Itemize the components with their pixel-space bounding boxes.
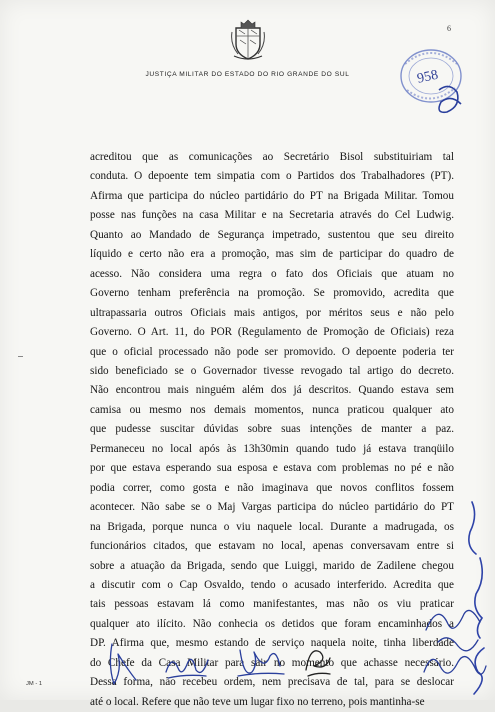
text-line: sobre a atuação da Brigada, sendo que Luiggi, marido de Zadilene chegou: [90, 559, 454, 572]
text-line: qualquer ato ilícito. Não conhecia os detidos que foram encaminhados a: [90, 617, 454, 630]
text-line: Quanto ao Mandado de Segurança impetrado, sustentou que seu direito: [90, 228, 454, 241]
text-line: sido beneficiado se o Governador tivesse revogado tal artigo do decreto.: [90, 364, 454, 377]
text-line: Permaneceu no local após às 13h30min quando tudo já estava tranqüilo: [90, 442, 454, 455]
text-line: a discutir com o Cap Osvaldo, tendo o acusado interferido. Acredita que: [90, 578, 454, 591]
text-line: acreditou que as comunicações ao Secretário Bisol substituiriam tal: [90, 151, 454, 163]
testimony-text: [90, 148, 454, 712]
text-line: Não encontrou mais ninguém além dos já descritos. Quando estava sem: [90, 384, 454, 397]
text-line: Governo tenham preferência na promoção. Se promovido, acredita que: [90, 287, 454, 300]
text-line: camisa ou mesmo nos demais momentos, nunca praticou qualquer ato: [90, 403, 454, 416]
signature-4: [300, 640, 334, 680]
text-line: funcionários citados, que estavam no local, apenas conversavam entre si: [90, 540, 454, 553]
signature-1: [106, 640, 142, 688]
institution-header: JUSTIÇA MILITAR DO ESTADO DO RIO GRANDE DO SUL: [145, 71, 350, 78]
text-line: líquido e certo não era a promoção, mas sim de participar do quadro de: [90, 248, 454, 261]
text-line: até o local. Refere que não teve um lugar fixo no terreno, pois mantinha-se: [90, 695, 425, 708]
signature-3: [234, 642, 286, 682]
text-line: acesso. Não considera uma regra o fato dos Oficiais que atuam no: [90, 267, 454, 280]
text-line: Afirma que participa do núcleo partidário do PT na Brigada Militar. Tomou: [90, 189, 454, 202]
text-line: DP. Afirma que, mesmo estando de serviço naquela noite, tinha liberdade: [90, 637, 454, 650]
text-line: do Chefe da Casa Militar para sair no momento que achasse necessário.: [90, 656, 454, 669]
text-line: tais pessoas estavam lá como manifestantes, mas não os viu praticar: [90, 598, 454, 611]
punch-hole-mark: [18, 356, 23, 357]
text-line: Dessa forma, não recebeu ordem, nem precisava de tal, para se deslocar: [90, 676, 454, 689]
form-code: JM - 1: [26, 681, 43, 687]
folio-number: 958: [415, 67, 440, 87]
text-line: por que estava esperando sua esposa e estava com problemas no pé e não: [90, 462, 454, 475]
text-line: ultrapassaria outros Oficiais mais antigos, por méritos seus e não pelo: [90, 306, 454, 319]
text-line: acontecer. Não sabe se o Maj Vargas participa do núcleo partidário do PT: [90, 501, 454, 514]
text-line: que pudesse suscitar dúvidas sobre suas intenções de manter a paz.: [90, 423, 454, 436]
text-line: na Brigada, porque nunca o viu naquele local. Durante a madrugada, os: [90, 520, 454, 533]
page-number: 6: [447, 24, 451, 33]
signature-2: [162, 650, 210, 682]
folio-stamp-seal: [391, 42, 475, 126]
text-line: Governo. O Art. 11, do POR (Regulamento de Promoção de Oficiais) reza: [90, 326, 454, 339]
text-line: que o oficial processado não pode ser promovido. O depoente poderia ter: [90, 345, 454, 358]
text-line: podia correr, como gosta e não imaginava que novos conflitos fossem: [90, 481, 454, 494]
signature-5: [418, 596, 488, 686]
text-line: posse nas funções na casa Militar e na Secretaria através do Cel Ludwig.: [90, 209, 454, 222]
state-coat-of-arms-icon: [230, 18, 266, 62]
text-line: conduta. O depoente tem simpatia com o Partidos dos Trabalhadores (PT).: [90, 170, 454, 183]
